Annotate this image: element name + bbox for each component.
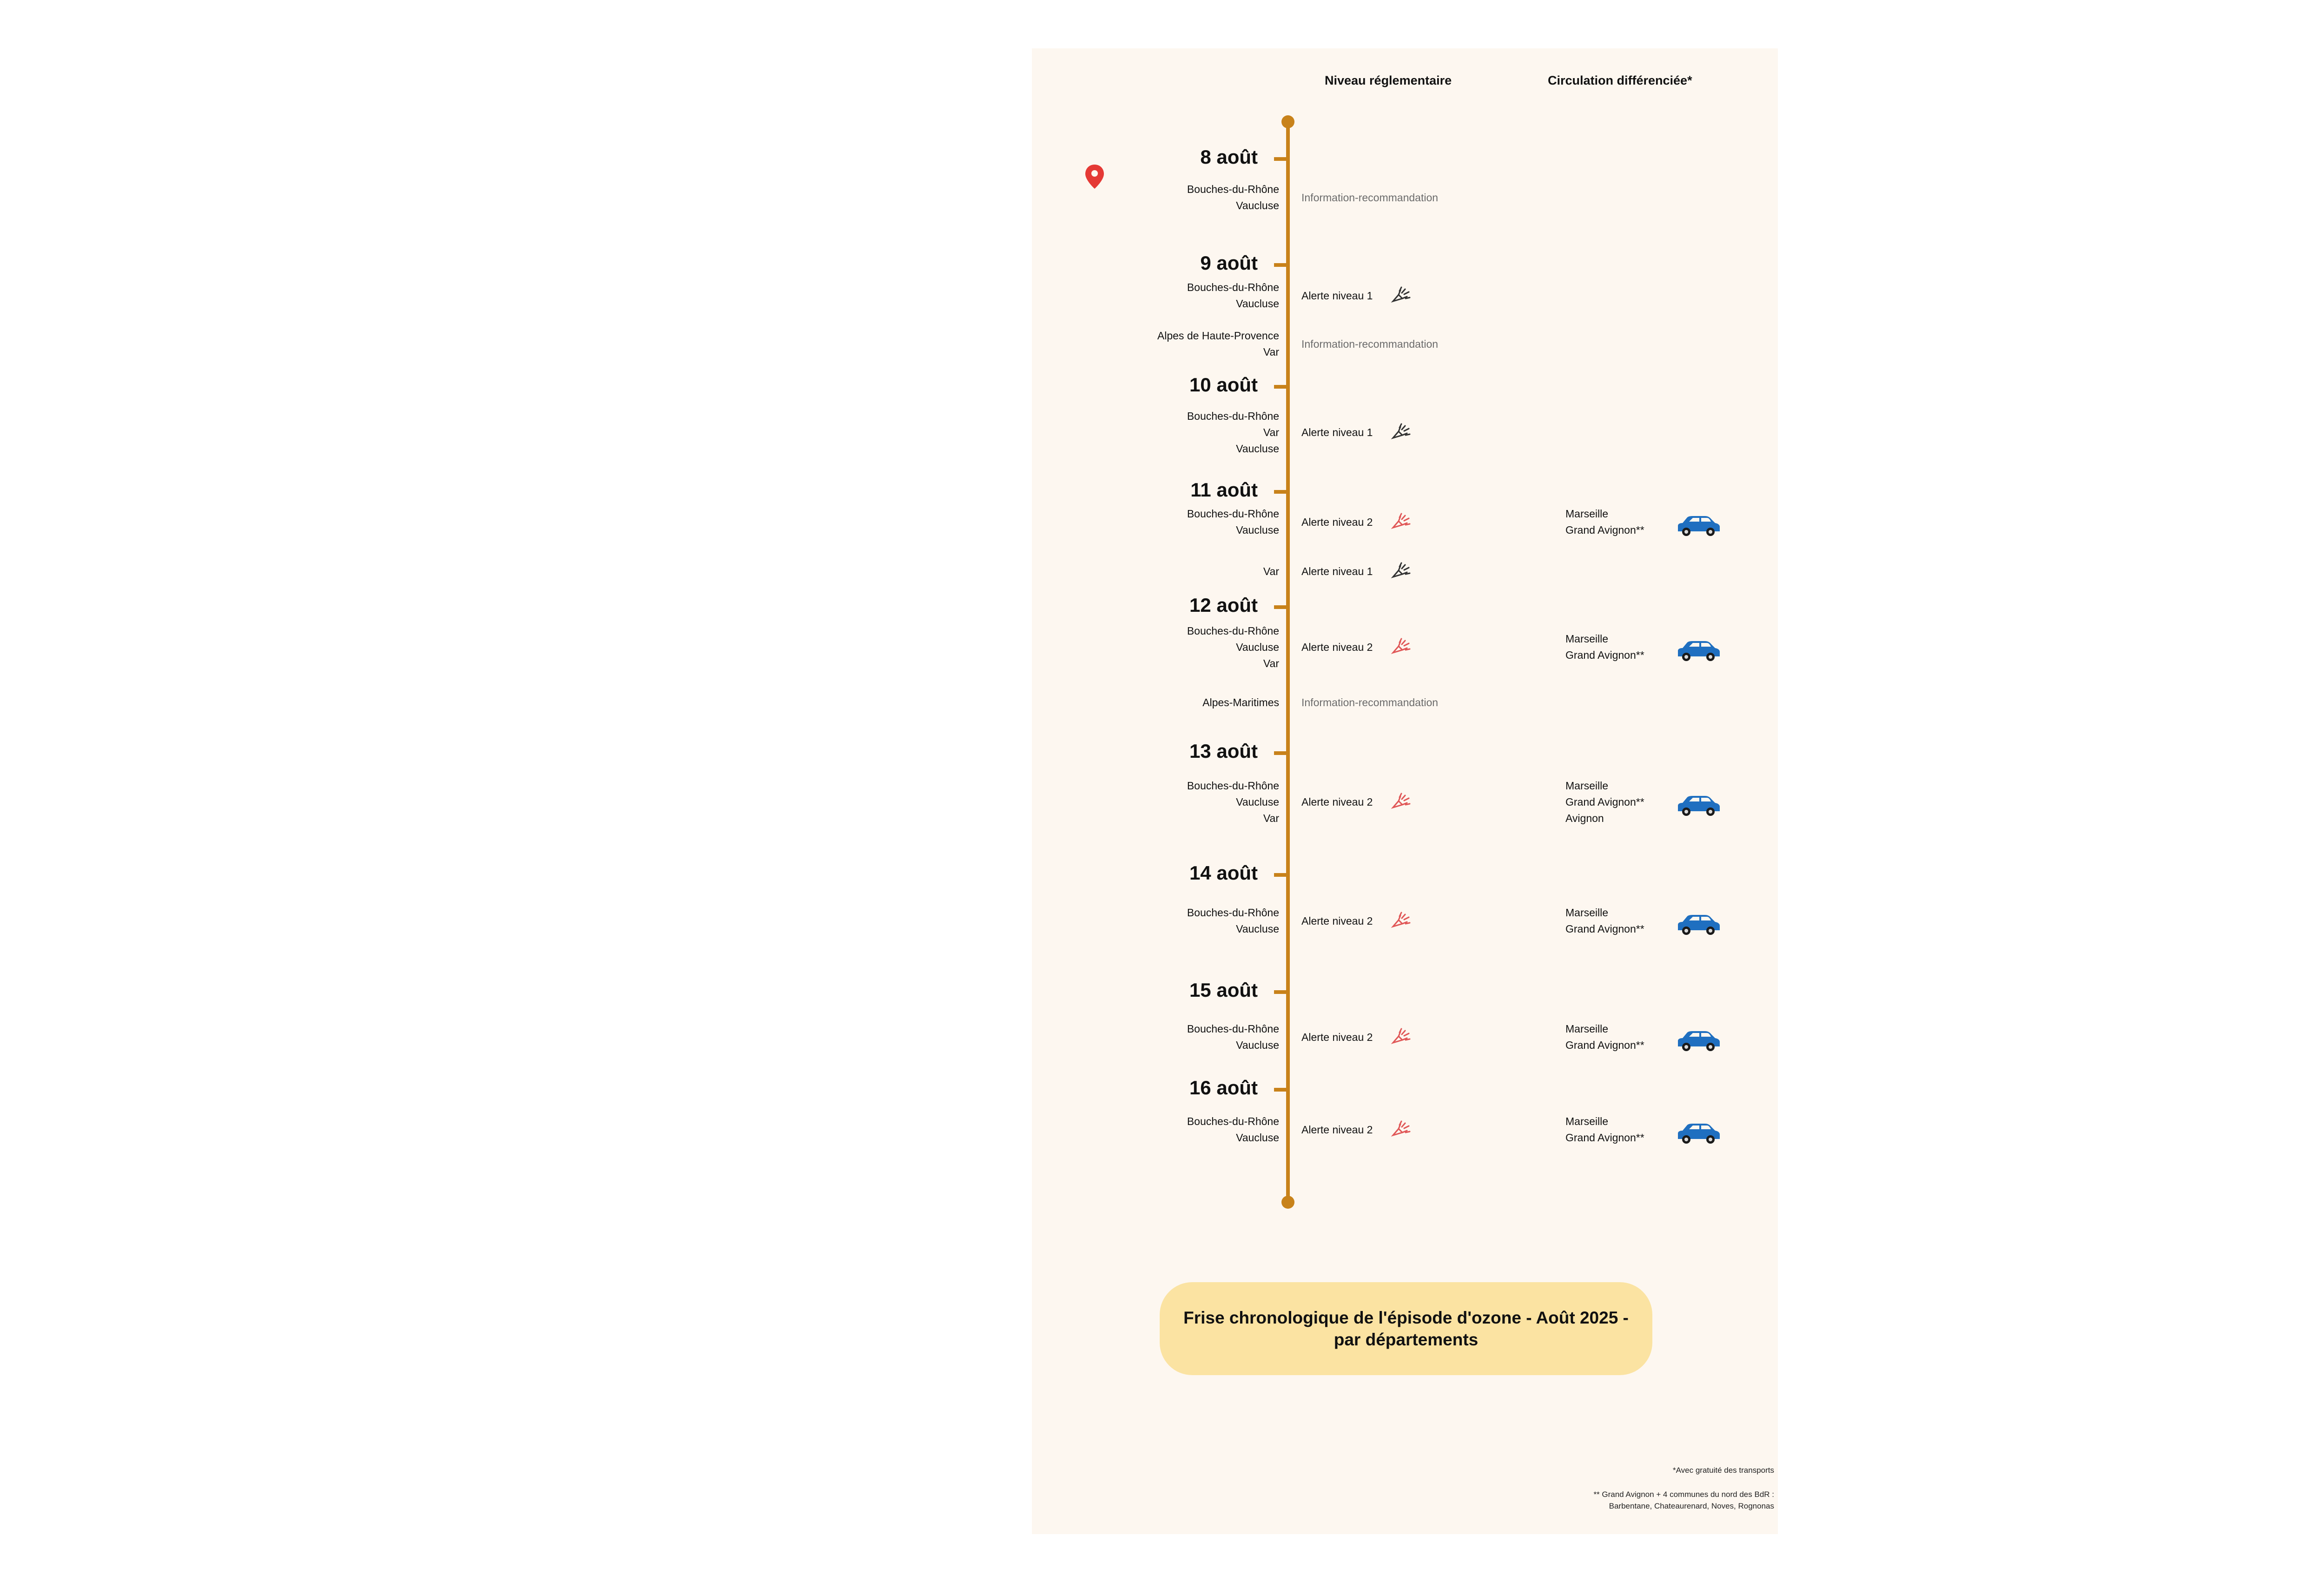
- date-label: 10 août: [1189, 374, 1258, 396]
- car-icon: [1678, 796, 1720, 816]
- traffic-city-list: [1565, 1021, 1644, 1053]
- car-icon: [1678, 915, 1720, 935]
- department-list: [1187, 1113, 1279, 1146]
- level-label: Alerte niveau 2: [1301, 796, 1373, 808]
- level-label: Information-recommandation: [1301, 338, 1439, 350]
- car-icon: [1678, 1031, 1720, 1051]
- department-list: [1187, 181, 1279, 214]
- department-name: Bouches-du-Rhône: [1187, 1023, 1279, 1035]
- traffic-city: Grand Avignon**: [1565, 1039, 1644, 1051]
- department-list: [1187, 778, 1279, 827]
- siren-alert-icon: [1393, 514, 1410, 528]
- department-list: [1187, 279, 1279, 312]
- traffic-city: Marseille: [1565, 633, 1609, 645]
- department-name: Vaucluse: [1236, 1132, 1279, 1144]
- traffic-city: Grand Avignon**: [1565, 795, 1644, 808]
- department-name: Bouches-du-Rhône: [1187, 508, 1279, 520]
- level-label: Alerte niveau 1: [1301, 290, 1373, 302]
- department-list: [1157, 328, 1279, 360]
- footnote-double-star-line1: ** Grand Avignon + 4 communes du nord des BdR :: [1593, 1490, 1774, 1499]
- traffic-city-list: [1565, 778, 1644, 827]
- siren-alert-icon: [1393, 639, 1410, 653]
- department-list: [1263, 563, 1279, 580]
- department-list: [1187, 408, 1279, 457]
- date-label: 14 août: [1189, 862, 1258, 884]
- level-label: Information-recommandation: [1301, 696, 1439, 708]
- department-name: Vaucluse: [1236, 524, 1279, 536]
- car-icon: [1678, 1124, 1720, 1144]
- date-label: 16 août: [1189, 1077, 1258, 1099]
- timeline-end-dot: [1281, 1196, 1294, 1209]
- traffic-city: Marseille: [1565, 508, 1609, 520]
- level-label: Alerte niveau 1: [1301, 426, 1373, 438]
- level-label: Information-recommandation: [1301, 192, 1439, 204]
- siren-alert-icon: [1393, 563, 1410, 577]
- siren-alert-icon: [1393, 794, 1410, 808]
- traffic-city: Grand Avignon**: [1565, 923, 1644, 935]
- traffic-city-list: [1565, 631, 1644, 663]
- traffic-city-list: [1565, 1113, 1644, 1146]
- header-traffic: Circulation différenciée*: [1548, 73, 1692, 87]
- title-box: [1160, 1282, 1652, 1375]
- department-name: Bouches-du-Rhône: [1187, 624, 1279, 637]
- siren-alert-icon: [1393, 424, 1410, 438]
- date-label: 13 août: [1189, 740, 1258, 762]
- department-name: Alpes-Maritimes: [1202, 696, 1279, 708]
- page-title: Frise chronologique de l'épisode d'ozone - Août 2025 - par départements: [1183, 1308, 1629, 1349]
- timeline-start-dot: [1281, 115, 1294, 128]
- department-list: [1187, 1021, 1279, 1053]
- level-label: Alerte niveau 1: [1301, 565, 1373, 577]
- department-name: Bouches-du-Rhône: [1187, 183, 1279, 195]
- level-label: Alerte niveau 2: [1301, 915, 1373, 927]
- traffic-city: Avignon: [1565, 812, 1604, 824]
- department-name: Vaucluse: [1236, 641, 1279, 653]
- department-name: Bouches-du-Rhône: [1187, 410, 1279, 422]
- level-label: Alerte niveau 2: [1301, 516, 1373, 528]
- level-label: Alerte niveau 2: [1301, 641, 1373, 653]
- footnote-star: *Avec gratuité des transports: [1673, 1466, 1774, 1475]
- department-name: Var: [1263, 426, 1279, 438]
- traffic-city: Marseille: [1565, 907, 1609, 919]
- map-pin-icon: [1085, 165, 1104, 189]
- department-name: Vaucluse: [1236, 795, 1279, 808]
- department-name: Vaucluse: [1236, 298, 1279, 310]
- department-name: Alpes de Haute-Provence: [1157, 330, 1279, 342]
- department-name: Var: [1263, 812, 1279, 824]
- department-name: Vaucluse: [1236, 442, 1279, 455]
- traffic-city: Grand Avignon**: [1565, 649, 1644, 661]
- department-name: Vaucluse: [1236, 923, 1279, 935]
- traffic-city-list: [1565, 905, 1644, 937]
- traffic-city: Grand Avignon**: [1565, 1132, 1644, 1144]
- siren-alert-icon: [1393, 913, 1410, 927]
- department-list: [1187, 905, 1279, 937]
- siren-alert-icon: [1393, 287, 1410, 301]
- department-name: Var: [1263, 346, 1279, 358]
- siren-alert-icon: [1393, 1121, 1410, 1135]
- date-label: 15 août: [1189, 979, 1258, 1001]
- department-name: Var: [1263, 657, 1279, 669]
- traffic-city: Marseille: [1565, 779, 1609, 792]
- level-label: Alerte niveau 2: [1301, 1124, 1373, 1136]
- department-name: Bouches-du-Rhône: [1187, 1115, 1279, 1127]
- department-name: Vaucluse: [1236, 1039, 1279, 1051]
- car-icon: [1678, 641, 1720, 661]
- department-name: Var: [1263, 565, 1279, 577]
- traffic-city-list: [1565, 506, 1644, 538]
- department-name: Bouches-du-Rhône: [1187, 779, 1279, 792]
- level-label: Alerte niveau 2: [1301, 1031, 1373, 1043]
- footnote-double-star-line2: Barbentane, Chateaurenard, Noves, Rognonas: [1609, 1502, 1774, 1510]
- department-name: Bouches-du-Rhône: [1187, 281, 1279, 293]
- department-name: Vaucluse: [1236, 199, 1279, 212]
- date-label: 12 août: [1189, 594, 1258, 616]
- department-name: Bouches-du-Rhône: [1187, 907, 1279, 919]
- traffic-city: Marseille: [1565, 1023, 1609, 1035]
- date-label: 9 août: [1200, 252, 1258, 274]
- traffic-city: Grand Avignon**: [1565, 524, 1644, 536]
- siren-alert-icon: [1393, 1029, 1410, 1043]
- department-list: [1187, 506, 1279, 538]
- date-label: 11 août: [1190, 479, 1258, 501]
- department-list: [1187, 623, 1279, 672]
- car-icon: [1678, 516, 1720, 536]
- traffic-city: Marseille: [1565, 1115, 1609, 1127]
- department-list: [1202, 695, 1279, 711]
- header-level: Niveau réglementaire: [1325, 73, 1452, 87]
- date-label: 8 août: [1200, 146, 1258, 168]
